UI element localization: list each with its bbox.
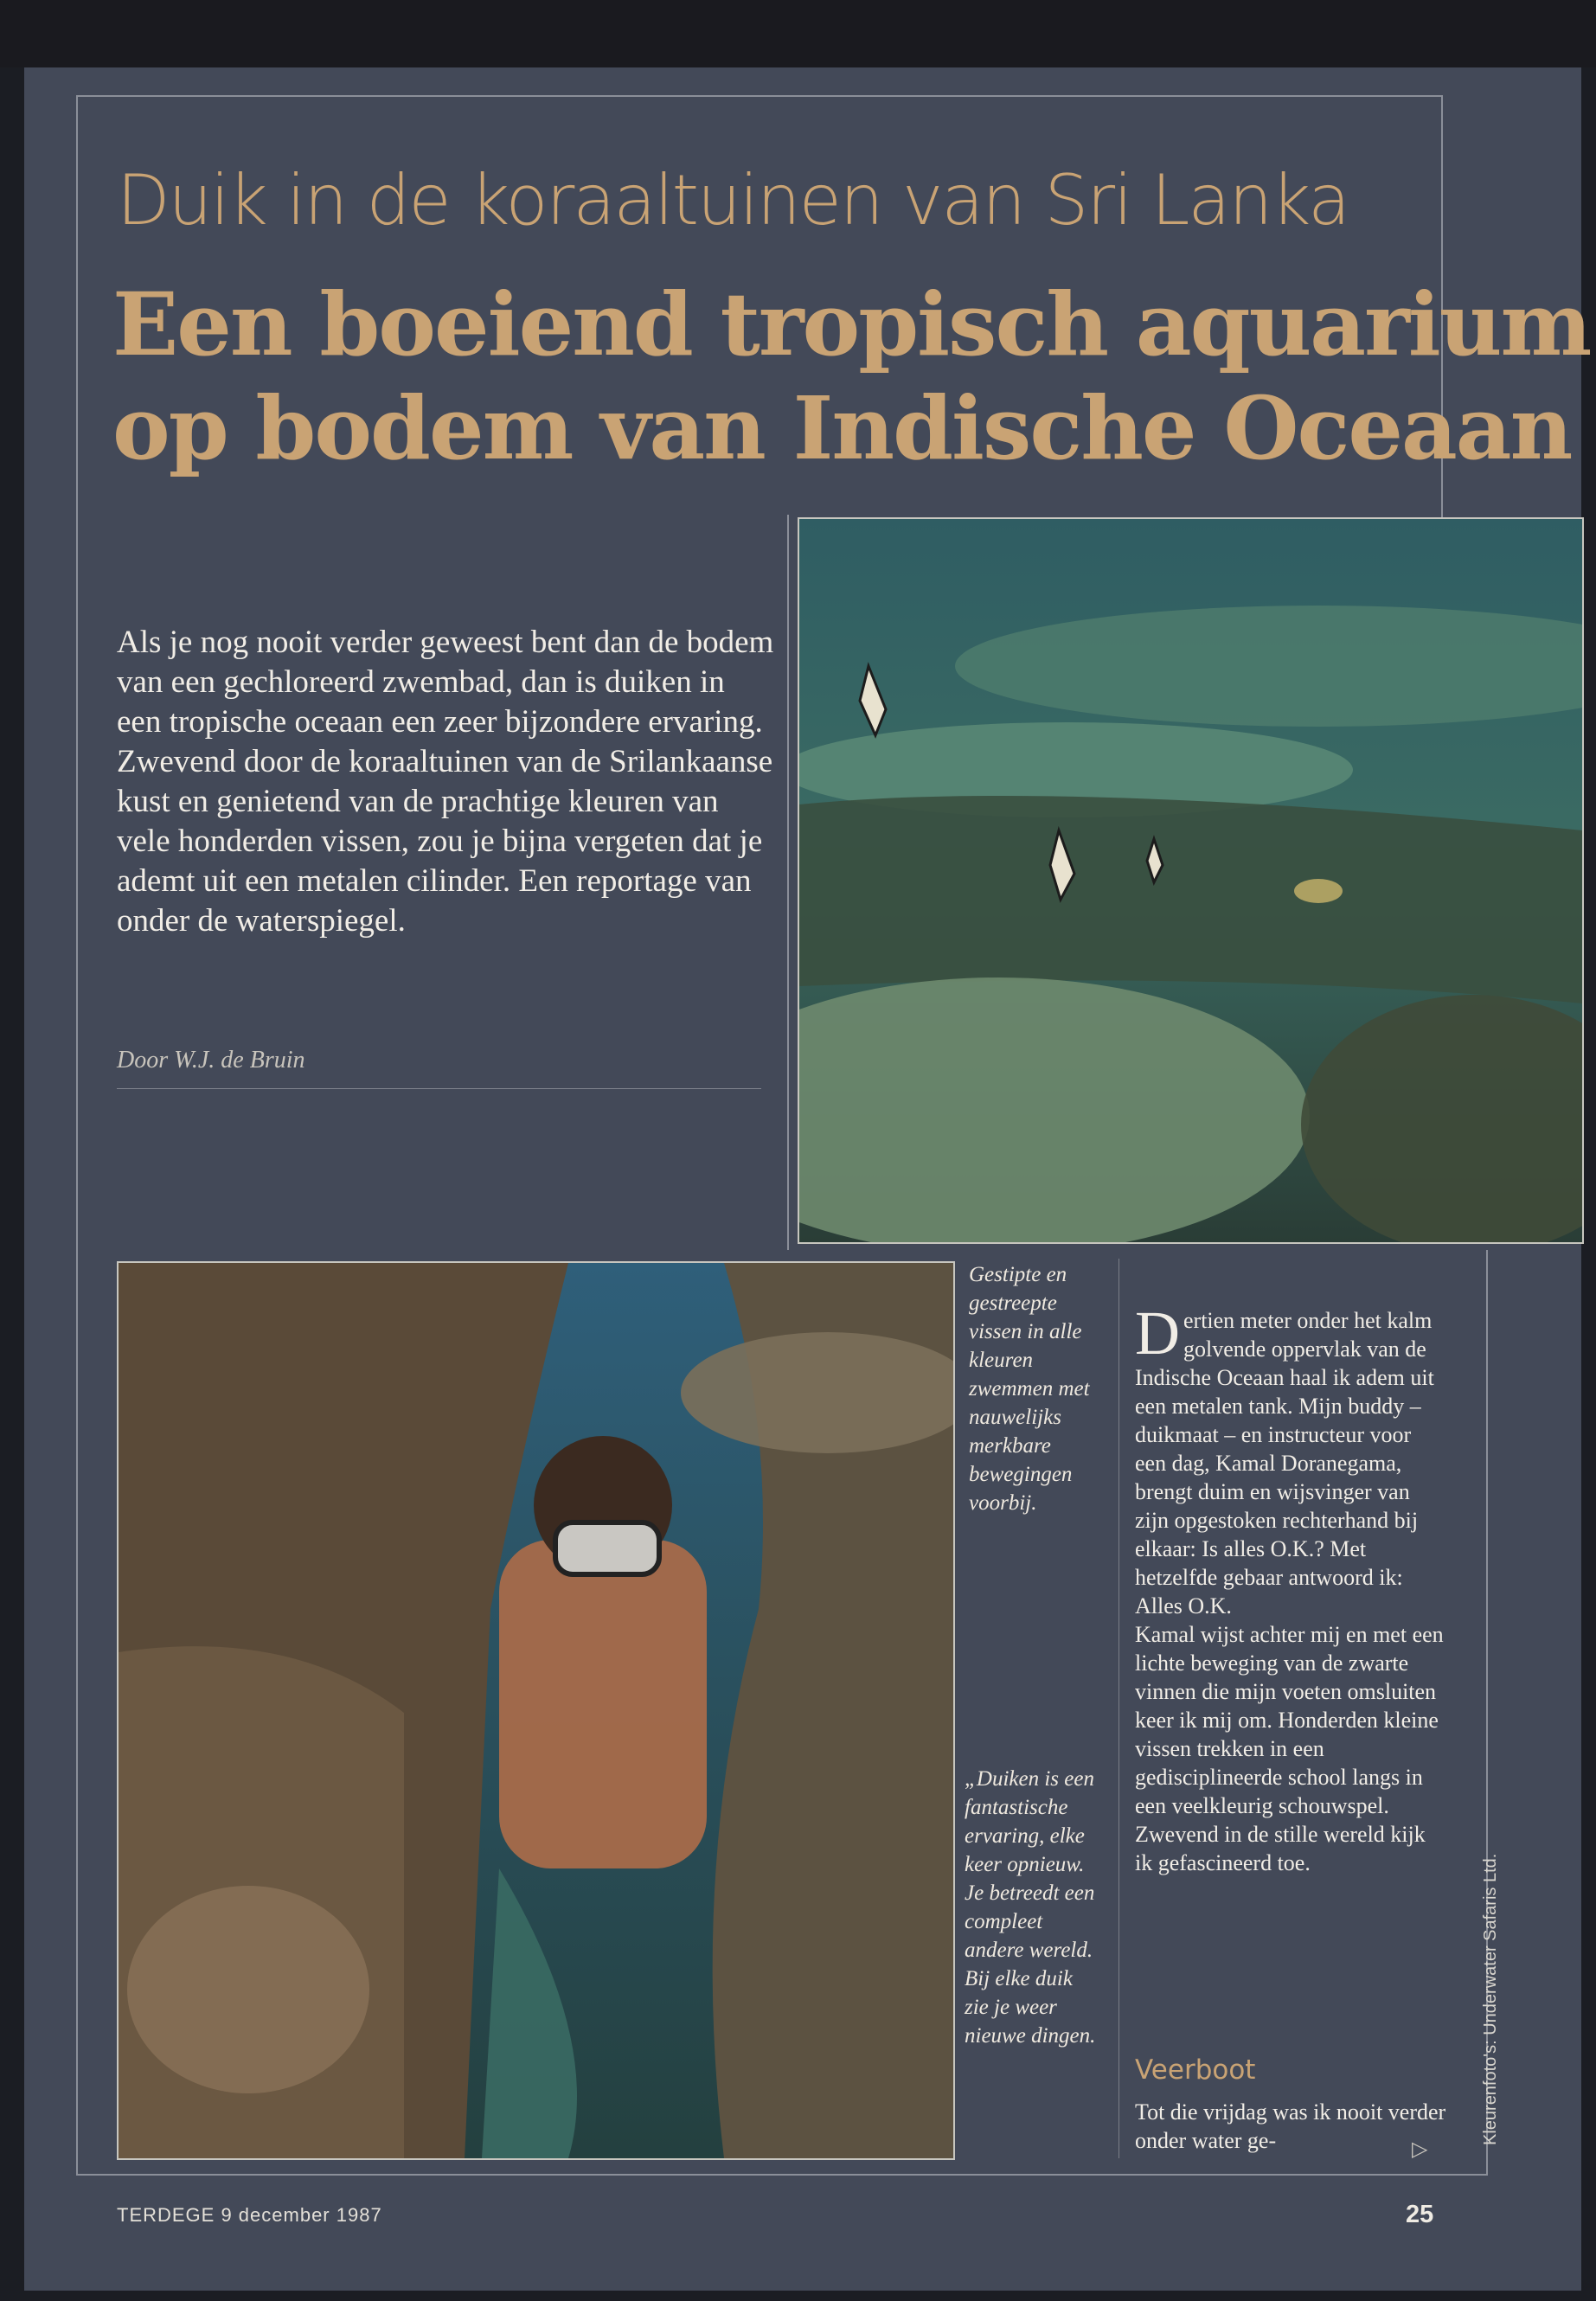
- headline-line-1: Een boeiend tropisch aquarium: [112, 273, 1591, 375]
- article-kicker: Duik in de koraaltuinen van Sri Lanka: [117, 160, 1349, 240]
- photo-credit: Kleurenfoto's: Underwater Safaris Ltd.: [1481, 1853, 1500, 2145]
- diver-photo-image: [119, 1263, 953, 2158]
- article-paragraph-3: Tot die vrijdag was ik nooit verder onder water ge-: [1135, 2099, 1446, 2153]
- continue-arrow-icon: ▷: [1412, 2137, 1428, 2161]
- byline-rule: [117, 1088, 761, 1089]
- diver-photo: [117, 1261, 955, 2160]
- top-black-band: [0, 0, 1596, 67]
- coral-reef-photo: [798, 517, 1584, 1244]
- article-body-column: [1135, 1298, 1446, 1877]
- article-headline: [112, 272, 1591, 480]
- intro-paragraph: Als je nog nooit verder geweest bent dan de bodem van een gechloreerd zwembad, dan is duiken in een tropische oceaan een zeer bijzondere ervaring. Zwevend door de koraaltuinen van de Srilankaanse kust en genietend van de prachtige kleuren van vele honderden vissen, zou je bijna vergeten dat je ademt uit een metalen cilinder. Een reportage van onder de waterspiegel.: [117, 625, 774, 939]
- footer-publication: TERDEGE 9 december 1987: [117, 2204, 382, 2226]
- caption-fish: Gestipte en gestreepte vissen in alle kleuren zwemmen met nauwelijks merkbare bewegingen voorbij.: [969, 1263, 1090, 1515]
- article-paragraph-2: Kamal wijst achter mij en met een lichte beweging van de zwarte vinnen die mijn voeten omsluiten keer ik mij om. Honderden kleine vissen trekken in een gedisciplineerde school langs in een veelkleurig schouwspel. Zwevend in de stille wereld kijk ik gefascineerd toe.: [1135, 1622, 1444, 1875]
- frame-left-rule: [76, 95, 78, 2176]
- coral-reef-photo-image: [799, 519, 1582, 1242]
- frame-bottom-rule: [76, 2174, 1488, 2176]
- section-subhead: Veerboot: [1135, 2054, 1256, 2086]
- byline: Door W.J. de Bruin: [117, 1047, 305, 1074]
- headline-line-2: op bodem van Indische Oceaan: [112, 377, 1572, 479]
- page-number: 25: [1406, 2201, 1434, 2228]
- caption-quote: „Duiken is een fantastische ervaring, elke keer opnieuw. Je betreedt een compleet andere wereld. Bij elke duik zie je weer nieuwe dingen.: [965, 1767, 1096, 2048]
- photo-divider-rule: [787, 515, 789, 1250]
- column-rule: [1118, 1259, 1119, 2158]
- drop-cap: D: [1135, 1298, 1180, 1368]
- article-paragraph-1: ertien meter onder het kalm golvende oppervlak van de Indische Oceaan haal ik adem uit een metalen tank. Mijn buddy – duikmaat – en instructeur voor een dag, Kamal Doranegama, brengt duim en wijsvinger van zijn opgestoken rechterhand bij elkaar: Is alles O.K.? Met hetzelfde gebaar antwoord ik: Alles O.K.: [1135, 1308, 1434, 1618]
